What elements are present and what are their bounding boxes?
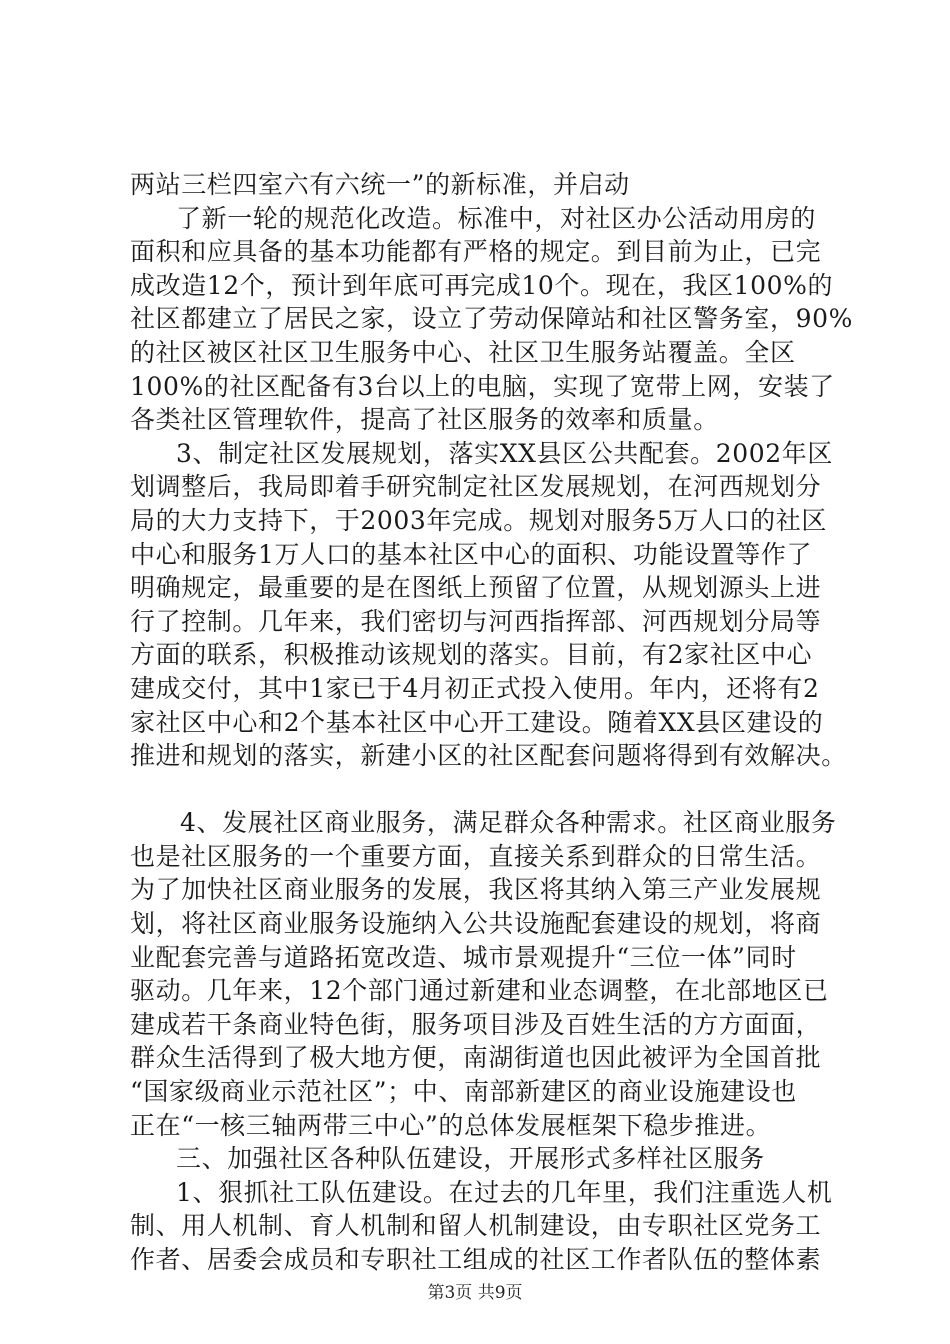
text-line: 划，将社区商业服务设施纳入公共设施配套建设的规划，将商 xyxy=(130,909,822,939)
text-line: 4、发展社区商业服务，满足群众各种需求。社区商业服务 xyxy=(180,808,837,838)
text-line: 家社区中心和2个基本社区中心开工建设。随着XX县区建设的 xyxy=(130,707,824,737)
text-line: 面积和应具备的基本功能都有严格的规定。到目前为止，已完 xyxy=(130,237,822,267)
text-line: 群众生活得到了极大地方便，南湖街道也因此被评为全国首批 xyxy=(130,1043,822,1073)
text-line: “国家级商业示范社区”；中、南部新建区的商业设施建设也 xyxy=(130,1077,797,1107)
text-line: 1、狠抓社工队伍建设。在过去的几年里，我们注重选人机 xyxy=(176,1177,833,1207)
text-line: 成改造12个，预计到年底可再完成10个。现在，我区100%的 xyxy=(130,270,834,300)
text-line: 方面的联系，积极推动该规划的落实。目前，有2家社区中心 xyxy=(130,640,813,670)
page-footer: 第3页 共9页 xyxy=(427,1283,523,1303)
text-line: 局的大力支持下，于2003年完成。规划对服务5万人口的社区 xyxy=(130,505,827,535)
text-line: 各类社区管理软件，提高了社区服务的效率和质量。 xyxy=(130,405,719,435)
text-line: 也是社区服务的一个重要方面，直接关系到群众的日常生活。 xyxy=(130,841,822,871)
text-line: 社区都建立了居民之家，设立了劳动保障站和社区警务室，90% xyxy=(130,304,853,334)
text-line: 建成交付，其中1家已于4月初正式投入使用。年内，还将有2 xyxy=(130,673,820,703)
text-line: 建成若干条商业特色街，服务项目涉及百姓生活的方方面面， xyxy=(130,1009,822,1039)
text-line: 为了加快社区商业服务的发展，我区将其纳入第三产业发展规 xyxy=(130,875,822,905)
text-line: 两站三栏四室六有六统一”的新标准，并启动 xyxy=(130,170,630,199)
text-line: 明确规定，最重要的是在图纸上预留了位置，从规划源头上进 xyxy=(130,573,822,603)
paragraph-gap xyxy=(130,773,830,807)
text-line: 业配套完善与道路拓宽改造、城市景观提升“三位一体”同时 xyxy=(130,942,797,972)
text-line: 划调整后，我局即着手研究制定社区发展规划，在河西规划分 xyxy=(130,472,822,502)
text-line: 推进和规划的落实，新建小区的社区配套问题将得到有效解决。 xyxy=(130,741,847,771)
text-line: 正在“一核三轴两带三中心”的总体发展框架下稳步推进。 xyxy=(130,1110,772,1140)
text-line: 行了控制。几年来，我们密切与河西指挥部、河西规划分局等 xyxy=(130,606,822,636)
text-line: 驱动。几年来，12个部门通过新建和业态调整，在北部地区已 xyxy=(130,976,829,1006)
text-line: 制、用人机制、育人机制和留人机制建设，由专职社区党务工 xyxy=(130,1211,822,1241)
text-line: 作者、居委会成员和专职社工组成的社区工作者队伍的整体素 xyxy=(130,1245,822,1274)
text-line: 中心和服务1万人口的基本社区中心的面积、功能设置等作了 xyxy=(130,539,813,569)
text-line: 3、制定社区发展规划，落实XX县区公共配套。2002年区 xyxy=(176,438,833,468)
text-line: 了新一轮的规范化改造。标准中，对社区办公活动用房的 xyxy=(176,203,817,233)
text-line: 100%的社区配备有3台以上的电脑，实现了宽带上网，安装了 xyxy=(130,371,835,401)
document-body xyxy=(130,168,853,1277)
text-line: 的社区被区社区卫生服务中心、社区卫生服务站覆盖。全区 xyxy=(130,337,796,367)
section-heading: 三、加强社区各种队伍建设，开展形式多样社区服务 xyxy=(176,1144,765,1174)
